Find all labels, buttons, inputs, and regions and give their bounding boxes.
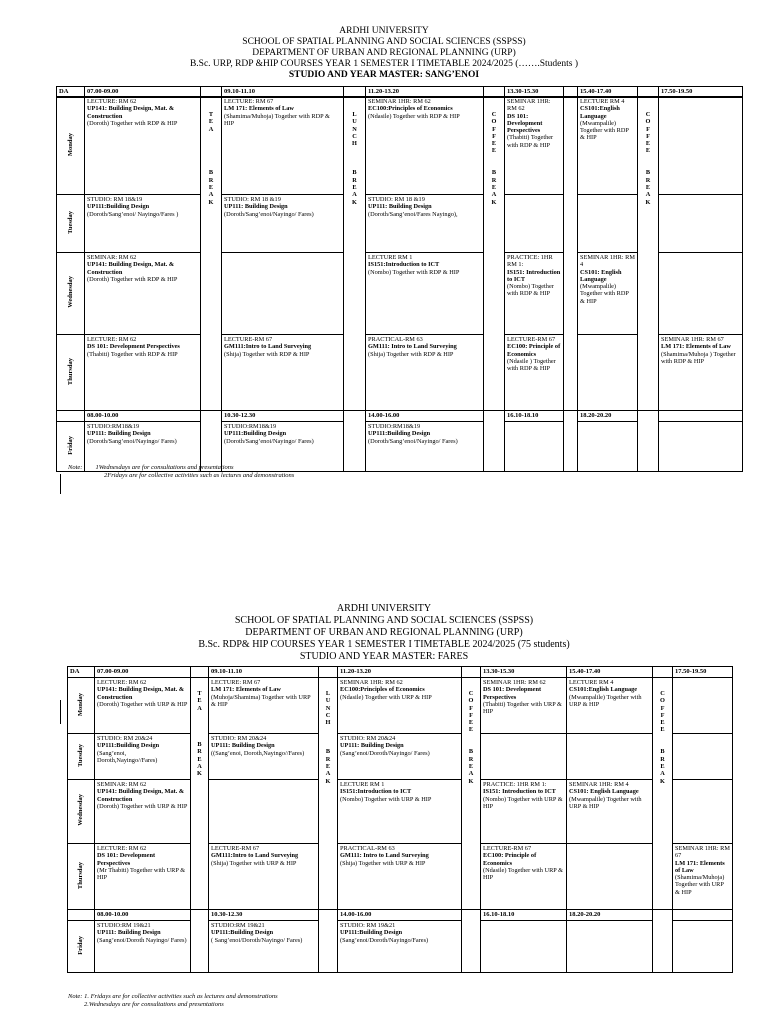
cell-wed-6 xyxy=(673,780,733,844)
tea-label: T E A xyxy=(208,111,214,133)
cell-thu-5 xyxy=(578,335,638,411)
department-name: DEPARTMENT OF URBAN AND REGIONAL PLANNING (URP) xyxy=(252,48,516,58)
cell-tue-6 xyxy=(659,195,743,253)
studio-master: STUDIO AND YEAR MASTER: FARES xyxy=(299,651,469,662)
day-thursday: Thursday xyxy=(68,844,95,910)
cell-mon-1: LECTURE: RM 62 UP141: Building Design, Mat. & Construction (Doroth) Together with URP & HIP xyxy=(95,678,191,734)
day-col-header: DA xyxy=(57,87,85,98)
cell-fri-5 xyxy=(567,921,653,973)
day-monday: Monday xyxy=(57,97,85,195)
slot-header: 07.00-09.00 xyxy=(95,667,191,678)
row-friday xyxy=(68,921,733,973)
cell-fri-4 xyxy=(505,422,564,472)
cell-tue-5 xyxy=(567,734,653,780)
cell-mon-2: LECTURE: RM 67 LM 171: Elements of Law (Muhoja/Shamima) Together with URP & HIP xyxy=(209,678,319,734)
cell-wed-1: SEMINAR: RM 62 UP141: Building Design, Mat. & Construction (Doroth) Together with RDP & HIP xyxy=(85,253,201,335)
cell-tue-4 xyxy=(481,734,567,780)
row-wednesday xyxy=(68,780,733,844)
slot-header: 17.50-19.50 xyxy=(659,87,743,98)
cell-wed-2 xyxy=(222,253,344,335)
margin-line xyxy=(60,474,61,494)
cell-mon-2: LECTURE: RM 67 LM 171: Elements of Law (Shamima/Muhoja) Together with RDP & HIP xyxy=(222,97,344,195)
cell-fri-2: STUDIO:RM18&19 UP111:Building Design (Doroth/Sang’enoi/Nayingo/ Fares) xyxy=(222,422,344,472)
slot-header: 15.40-17.40 xyxy=(567,667,653,678)
cell-mon-6 xyxy=(659,97,743,195)
university-name: ARDHI UNIVERSITY xyxy=(339,26,429,36)
cell-mon-4: SEMINAR 1HR: RM 62 DS 101: Development Perspectives (Thabiti) Together with URP & HIP xyxy=(481,678,567,734)
cell-fri-2: STUDIO:RM 19&21 UP111:Building Design ( Sang’enoi/Doroth/Nayingo/ Fares) xyxy=(209,921,319,973)
friday-slot-header: 08.00-10.00 xyxy=(85,411,201,422)
cell-thu-3: PRACTICAL-RM 63 GM111: Intro to Land Surveying (Shija) Together with RDP & HIP xyxy=(366,335,484,411)
friday-slot-header: 18.20-20.20 xyxy=(567,910,653,921)
friday-slot-header: 14.00-16.00 xyxy=(338,910,462,921)
slot-header: 09.10-11.10 xyxy=(222,87,344,98)
cell-tue-2: STUDIO: RM 20&24 UP111: Building Design ((Sang’enoi, Doroth,Nayingo//Fares) xyxy=(209,734,319,780)
slot-header: 11.20-13.20 xyxy=(366,87,484,98)
school-name: SCHOOL OF SPATIAL PLANNING AND SOCIAL SCIENCES (SSPSS) xyxy=(234,615,534,626)
friday-header-row xyxy=(68,910,733,921)
day-tuesday: Tuesday xyxy=(57,195,85,253)
coffee-break-2: C O F F E E B R E A K xyxy=(638,97,659,411)
margin-line xyxy=(60,700,61,724)
row-monday xyxy=(57,97,743,195)
lunch-break: L U N C H B R E A K xyxy=(344,97,366,411)
cell-mon-3: SEMINAR 1HR: RM 62 EC100:Principles of Economics (Ndasile) Together with URP & HIP xyxy=(338,678,462,734)
cell-thu-2: LECTURE-RM 67 GM111:Intro to Land Surveying (Shija) Together with RDP & HIP xyxy=(222,335,344,411)
friday-slot-header: 08.00-10.00 xyxy=(95,910,191,921)
row-thursday xyxy=(68,844,733,910)
cell-wed-6 xyxy=(659,253,743,335)
friday-slot-header: 14.00-16.00 xyxy=(366,411,484,422)
row-tuesday xyxy=(68,734,733,780)
day-friday: Friday xyxy=(68,921,95,973)
tea-break: T E A B R E A K xyxy=(191,678,209,910)
cell-wed-2 xyxy=(209,780,319,844)
cell-thu-3: PRACTICAL-RM 63 GM111: Intro to Land Surveying (Shija) Together with URP & HIP xyxy=(338,844,462,910)
friday-slot-header: 16.10-18.10 xyxy=(481,910,567,921)
cell-tue-4 xyxy=(505,195,564,253)
cell-wed-1: SEMINAR: RM 62 UP141: Building Design, Mat. & Construction (Doroth) Together with URP & HIP xyxy=(95,780,191,844)
note-line-2: 2.Wednesdays are for consultations and presentations xyxy=(84,1001,224,1008)
tea-break: T E A B R E A K xyxy=(201,97,222,411)
cell-thu-4: LECTURE-RM 67 EC100: Principle of Economics (Ndasile) Together with URP & HIP xyxy=(481,844,567,910)
friday-slot-header: 10.30-12.30 xyxy=(222,411,344,422)
friday-slot-header: 16.10-18.10 xyxy=(505,411,564,422)
note-line-2: 2Fridays are for collective activities such as lectures and demonstrations xyxy=(104,472,295,479)
cell-fri-3: STUDIO:RM18&19 UP111:Building Design (Doroth/Sang’enoi/Nayingo/ Fares) xyxy=(366,422,484,472)
slot-header: 15.40-17.40 xyxy=(578,87,638,98)
friday-header-row xyxy=(57,411,743,422)
slot-header: 17.50-19.50 xyxy=(673,667,733,678)
cell-mon-5: LECTURE RM 4 CS101:English Language (Mwampalile) Together with RDP & HIP xyxy=(578,97,638,195)
day-thursday: Thursday xyxy=(57,335,85,411)
department-name: DEPARTMENT OF URBAN AND REGIONAL PLANNING (URP) xyxy=(245,627,523,638)
cell-tue-3: STUDIO: RM 20&24 UP111: Building Design (Sang’enoi/Doroth/Nayingo/ Fares) xyxy=(338,734,462,780)
cell-wed-3: LECTURE RM 1 IS151:Introduction to ICT (Nombo) Together with RDP & HIP xyxy=(366,253,484,335)
timetable1-body xyxy=(56,96,743,472)
lunch-break: L U N C H B R E A K xyxy=(319,678,338,910)
cell-thu-1: LECTURE: RM 62 DS 101: Development Perspectives (Thabiti) Together with RDP & HIP xyxy=(85,335,201,411)
slot-header: 11.20-13.20 xyxy=(338,667,462,678)
cell-thu-6: SEMINAR 1HR: RM 67 LM 171: Elements of Law (Shamima/Muhoja ) Together with RDP & HIP xyxy=(659,335,743,411)
cell-wed-5: SEMINAR 1HR: RM 4 CS101: English Language (Mwampalile) Together with URP & HIP xyxy=(567,780,653,844)
cell-fri-6 xyxy=(673,921,733,973)
cell-fri-5 xyxy=(578,422,638,472)
day-wednesday: Wednesday xyxy=(57,253,85,335)
slot-header: 13.30-15.30 xyxy=(505,87,564,98)
header-row xyxy=(68,667,733,678)
cell-mon-1: LECTURE: RM 62 UP141: Building Design, Mat. & Construction (Doroth) Together with RDP & HIP xyxy=(85,97,201,195)
cell-mon-5: LECTURE RM 4 CS101:English Language (Mwampalile) Together with URP & HIP xyxy=(567,678,653,734)
cell-fri-4 xyxy=(481,921,567,973)
friday-slot-header: 10.30-12.30 xyxy=(209,910,319,921)
coffee-break: C O F F E E B R E A K xyxy=(484,97,505,411)
timetable-title: B.Sc. RDP& HIP COURSES YEAR 1 SEMESTER I TIMETABLE 2024/2025 (75 students) xyxy=(198,639,570,650)
coffee-break: C O F F E E B R E A K xyxy=(462,678,481,910)
timetable1-header xyxy=(0,26,768,81)
cell-wed-3: LECTURE RM 1 IS151:Introduction to ICT (Nombo) Together with URP & HIP xyxy=(338,780,462,844)
note-line-1: 1Wednesdays are for consultations and presentations xyxy=(95,464,234,471)
note-label: Note: xyxy=(68,464,83,471)
cell-wed-5: SEMINAR 1HR: RM 4 CS101: English Language (Mwampalile) Together with RDP & HIP xyxy=(578,253,638,335)
cell-fri-6 xyxy=(659,422,743,472)
timetable2-grid xyxy=(67,666,733,973)
day-col-header: DA xyxy=(68,667,95,678)
day-tuesday: Tuesday xyxy=(68,734,95,780)
slot-header: 07.00-09.00 xyxy=(85,87,201,98)
cell-tue-5 xyxy=(578,195,638,253)
cell-fri-1: STUDIO:RM18&19 UP111: Building Design (Doroth/Sang’enoi/Nayingo/ Fares) xyxy=(85,422,201,472)
cell-mon-3: SEMINAR 1HR: RM 62 EC100:Principles of Economics (Ndasile) Together with RDP & HIP xyxy=(366,97,484,195)
cell-tue-3: STUDIO: RM 18 &19 UP111: Building Design (Doroth/Sang’enoi/Fares Nayingo), xyxy=(366,195,484,253)
day-wednesday: Wednesday xyxy=(68,780,95,844)
cell-thu-6: SEMINAR 1HR: RM 67 LM 171: Elements of Law (Shamima/Muhoja) Together with URP & HIP xyxy=(673,844,733,910)
cell-tue-1: STUDIO: RM 20&24 UP111:Building Design (Sang’enoi, Doroth,Nayingo//Fares) xyxy=(95,734,191,780)
cell-tue-1: STUDIO: RM 18&19 UP111:Building Design (Doroth/Sang’enoi/ Nayingo/Fares ) xyxy=(85,195,201,253)
studio-master: STUDIO AND YEAR MASTER: SANG’ENOI xyxy=(288,70,480,80)
cell-thu-5 xyxy=(567,844,653,910)
cell-thu-1: LECTURE: RM 62 DS 101: Development Perspectives (Mr Thabiti) Together with URP & HIP xyxy=(95,844,191,910)
friday-slot-header: 18.20-20.20 xyxy=(578,411,638,422)
cell-thu-2: LECTURE-RM 67 GM111:Intro to Land Surveying (Shija) Together with URP & HIP xyxy=(209,844,319,910)
slot-header: 09.10-11.10 xyxy=(209,667,319,678)
day-friday: Friday xyxy=(57,422,85,472)
school-name: SCHOOL OF SPATIAL PLANNING AND SOCIAL SCIENCES (SSPSS) xyxy=(242,37,526,47)
cell-fri-3: STUDIO: RM 19&21 UP111:Building Design (Sang’enoi/Doroth/Nayingo/Fares) xyxy=(338,921,462,973)
timetable2-notes xyxy=(68,993,278,1009)
day-monday: Monday xyxy=(68,678,95,734)
cell-thu-4: LECTURE-RM 67 EC100: Principle of Economics (Ndasile ) Together with RDP & HIP xyxy=(505,335,564,411)
cell-tue-2: STUDIO: RM 18 &19 UP111: Building Design (Doroth/Sang’enoi/Nayingo/ Fares) xyxy=(222,195,344,253)
coffee-break-2: C O F F E E B R E A K xyxy=(653,678,673,910)
cell-fri-1: STUDIO:RM 19&21 UP111: Building Design (Sang’enoi/Doroth Nayingo/ Fares) xyxy=(95,921,191,973)
university-name: ARDHI UNIVERSITY xyxy=(336,603,432,614)
cell-mon-6 xyxy=(673,678,733,734)
timetable1-notes xyxy=(68,464,294,480)
cell-tue-6 xyxy=(673,734,733,780)
note-line-1: Note: 1. Fridays are for collective activities such as lectures and demonstrations xyxy=(68,993,278,1000)
cell-wed-4: PRACTICE: 1HR RM 1: IS151: Introduction to ICT (Nombo) Together with RDP & HIP xyxy=(505,253,564,335)
cell-wed-4: PRACTICE: 1HR RM 1: IS151: Introduction to ICT (Nombo) Together with URP & HIP xyxy=(481,780,567,844)
row-monday xyxy=(68,678,733,734)
timetable-title: B.Sc. URP, RDP &HIP COURSES YEAR 1 SEMESTER I TIMETABLE 2024/2025 (…….Students ) xyxy=(189,59,579,69)
timetable2-header xyxy=(0,603,768,663)
cell-mon-4: SEMINAR 1HR: RM 62 DS 101: Development Perspectives (Thabiti) Together with RDP & HIP xyxy=(505,97,564,195)
slot-header: 13.30-15.30 xyxy=(481,667,567,678)
